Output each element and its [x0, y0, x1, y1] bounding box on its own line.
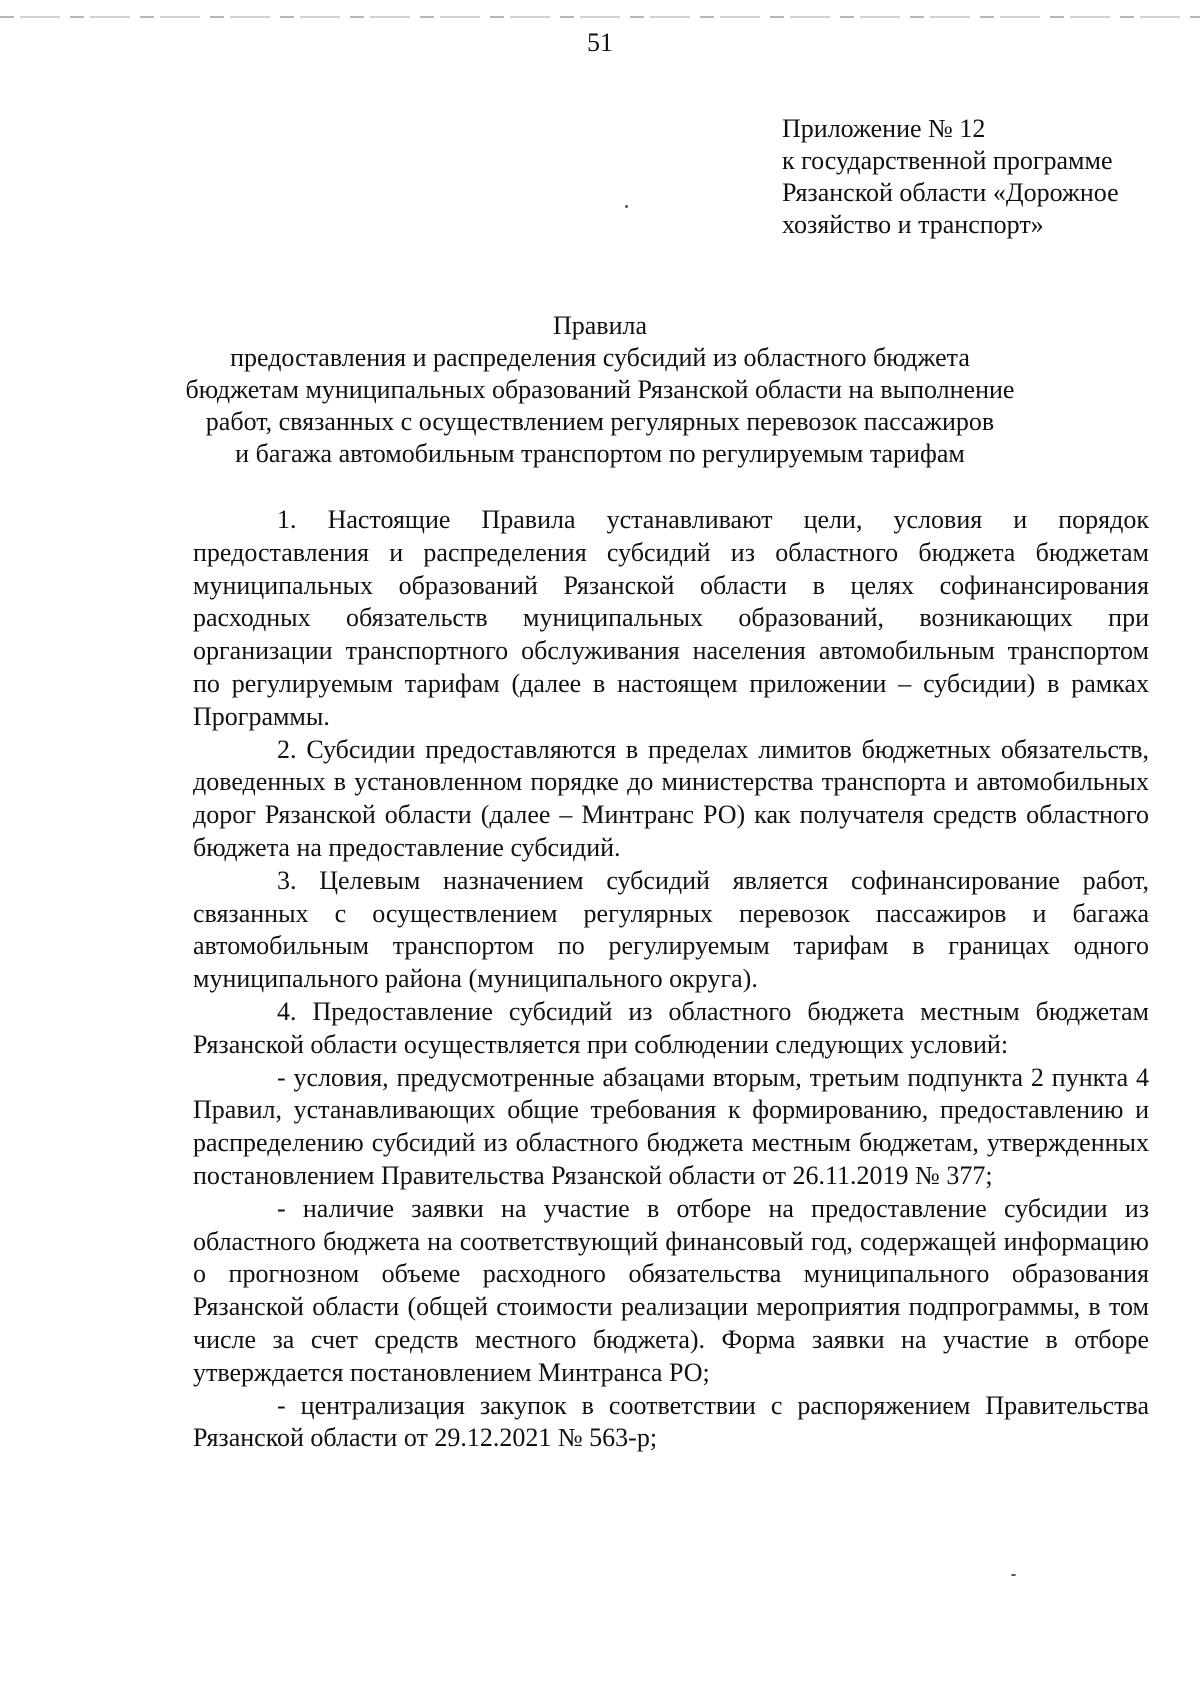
condition-item-3: - централизация закупок в соответствии с распоряжением Правительства Рязанской области от 29.12.2021 № 563-р;	[193, 1390, 1149, 1453]
condition-item-1: - условия, предусмотренные абзацами вторым, третьим подпункта 2 пункта 4 Правил, устанавливающих общие требования к формированию, предоставлению и распределению субсидий из областного бюджета местным бюджетам, утвержденных постановлением Правительства Рязанской области от 26.11.2019 № 377;	[193, 1062, 1149, 1190]
scan-speck	[1011, 1574, 1016, 1576]
page-number: 51	[587, 28, 613, 57]
scan-speck	[625, 205, 628, 208]
title-line: работ, связанных с осуществлением регулярных перевозок пассажиров	[205, 407, 995, 436]
title-line: и багажа автомобильным транспортом по регулируемым тарифам	[235, 439, 965, 468]
scan-edge-line	[0, 16, 1200, 18]
condition-item-2: - наличие заявки на участие в отборе на предоставление субсидии из областного бюджета на соответствующий финансовый год, содержащей информацию о прогнозном объеме расходного обязательства муниципального образования Рязанской области (общей стоимости реализации мероприятия подпрограммы, в том числе за счет средств местного бюджета). Форма заявки на участие в отборе утверждается постановлением Минтранса РО;	[193, 1193, 1149, 1387]
appendix-line: к государственной программе	[782, 146, 1113, 175]
appendix-reference	[782, 113, 1182, 241]
appendix-line: Рязанской области «Дорожное	[782, 178, 1119, 207]
title-line: предоставления и распределения субсидий из областного бюджета	[230, 343, 970, 372]
appendix-line: хозяйство и транспорт»	[782, 210, 1044, 239]
document-body	[193, 504, 1149, 1455]
title-heading: Правила	[552, 311, 648, 340]
appendix-line: Приложение № 12	[782, 114, 986, 143]
document-title	[150, 310, 1050, 470]
paragraph-2: 2. Субсидии предоставляются в пределах лимитов бюджетных обязательств, доведенных в установленном порядке до министерства транспорта и автомобильных дорог Рязанской области (далее – Минтранс РО) как получателя средств областного бюджета на предоставление субсидий.	[193, 734, 1149, 862]
paragraph-4: 4. Предоставление субсидий из областного бюджета местным бюджетам Рязанской области осуществляется при соблюдении следующих условий:	[193, 996, 1149, 1059]
paragraph-3: 3. Целевым назначением субсидий является софинансирование работ, связанных с осуществлением регулярных перевозок пассажиров и багажа автомобильным транспортом по регулируемым тарифам в границах одного муниципального района (муниципального округа).	[193, 865, 1149, 994]
paragraph-1: 1. Настоящие Правила устанавливают цели, условия и порядок предоставления и распределения субсидий из областного бюджета бюджетам муниципальных образований Рязанской области в целях софинансирования расходных обязательств муниципальных образований, возникающих при организации транспортного обслуживания населения автомобильным транспортом по регулируемым тарифам (далее в настоящем приложении – субсидии) в рамках Программы.	[193, 505, 1149, 731]
title-line: бюджетам муниципальных образований Рязанской области на выполнение	[185, 375, 1015, 404]
